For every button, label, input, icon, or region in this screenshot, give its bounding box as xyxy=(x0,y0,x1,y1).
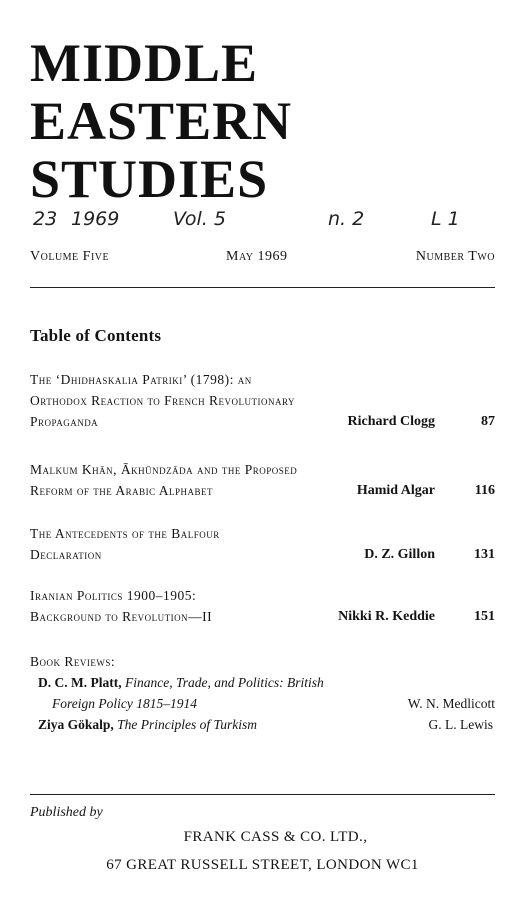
book-reviews xyxy=(30,651,495,735)
review-book-title: The Principles of Turkism xyxy=(117,717,258,732)
volume-label: Volume Five xyxy=(30,249,110,264)
toc-entry-page: 116 xyxy=(474,483,495,498)
toc-entry-author: D. Z. Gillon xyxy=(364,547,435,562)
reviewer-name: W. N. Medlicott xyxy=(407,696,495,711)
toc-entry-title-line: Malkum Khān, Ākhūndzāda and the Proposed xyxy=(30,462,298,477)
review-book-title: Finance, Trade, and Politics: British xyxy=(124,675,324,690)
journal-title-line: MIDDLE xyxy=(30,33,259,93)
journal-title-line: EASTERN xyxy=(30,91,293,151)
toc-entry-title-line: Declaration xyxy=(30,547,102,562)
review-book-author: Ziya Gökalp, xyxy=(38,717,114,732)
review-book-author: D. C. M. Platt, xyxy=(38,675,122,690)
toc-entry-title-line: Orthodox Reaction to French Revolutionary xyxy=(30,393,296,408)
toc-entry-title-line: The ‘Dhidhaskalia Patriki’ (1798): an xyxy=(30,372,252,387)
review-item-continued xyxy=(30,693,495,714)
issue-number: Number Two xyxy=(415,249,495,264)
divider xyxy=(30,287,495,288)
toc-heading: Table of Contents xyxy=(30,326,162,345)
toc-entry-page: 87 xyxy=(481,414,495,429)
toc-entry xyxy=(30,369,495,432)
review-item xyxy=(30,714,495,735)
reviewer-name: G. L. Lewis xyxy=(428,717,493,732)
publisher-address: 67 GREAT RUSSELL STREET, LONDON WC1 xyxy=(106,857,419,873)
handwritten-annotation xyxy=(33,208,503,234)
handwritten-note: Vol. 5 xyxy=(173,208,226,230)
book-reviews-heading: Book Reviews: xyxy=(30,654,116,669)
toc-entry-title-line: Iranian Politics 1900–1905: xyxy=(30,588,197,603)
divider xyxy=(30,794,495,795)
publisher-name: FRANK CASS & CO. LTD., xyxy=(183,829,368,845)
journal-title-line: STUDIES xyxy=(30,149,269,209)
review-book-title: Foreign Policy 1815–1914 xyxy=(52,696,197,711)
toc-entry-title-line: The Antecedents of the Balfour xyxy=(30,526,220,541)
issue-info xyxy=(30,249,495,269)
toc-entry-title-line: Reform of the Arabic Alphabet xyxy=(30,483,214,498)
review-item xyxy=(30,672,495,693)
handwritten-note: n. 2 xyxy=(328,208,365,230)
published-by-label: Published by xyxy=(30,805,103,820)
handwritten-note: L 1 xyxy=(431,208,460,230)
toc-entry-title-line: Background to Revolution—II xyxy=(30,609,213,624)
handwritten-note: 23 xyxy=(33,208,58,230)
toc-entry-author: Nikki R. Keddie xyxy=(338,609,435,624)
toc-entry-title-line: Propaganda xyxy=(30,414,99,429)
toc-entry-page: 151 xyxy=(474,609,495,624)
handwritten-note: 1969 xyxy=(71,208,120,230)
toc-entry xyxy=(30,523,495,565)
toc-entry xyxy=(30,459,495,501)
toc-entry xyxy=(30,585,495,627)
toc-entry-author: Richard Clogg xyxy=(347,414,435,429)
issue-date: May 1969 xyxy=(226,249,288,264)
toc-entry-page: 131 xyxy=(474,547,495,562)
toc-entry-author: Hamid Algar xyxy=(356,483,435,498)
journal-title xyxy=(30,34,292,208)
